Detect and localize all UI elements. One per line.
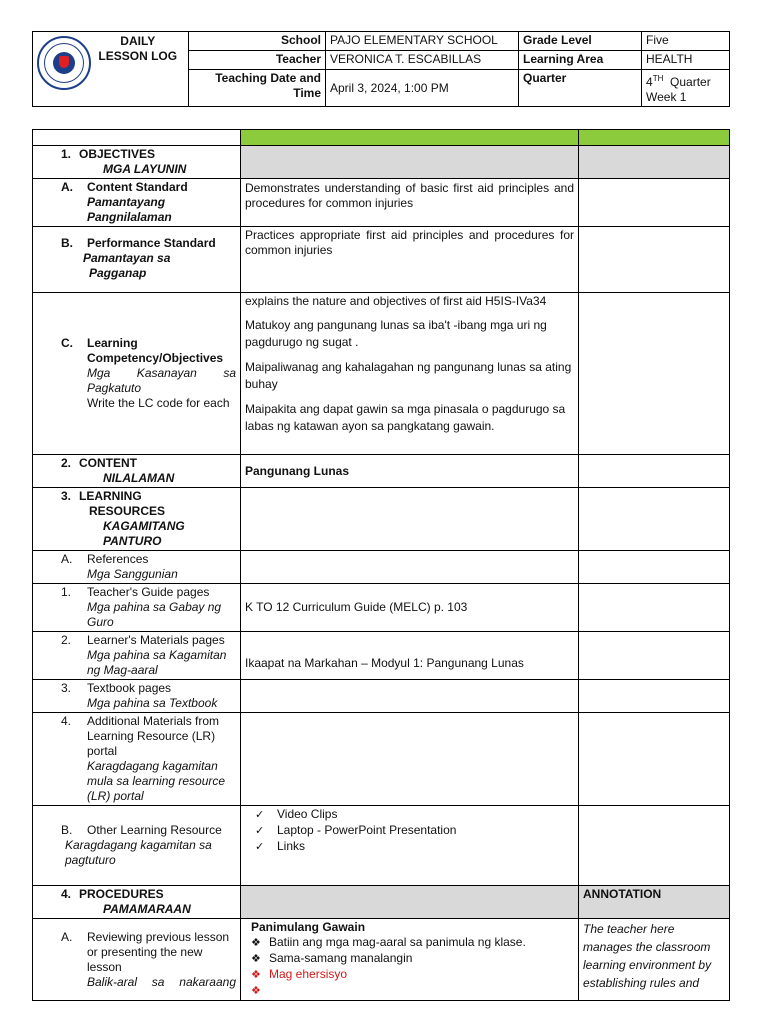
school-label: School [189, 32, 326, 51]
annotation-header: ANNOTATION [579, 886, 730, 919]
diamond-bullet-icon: ❖ [251, 953, 261, 965]
objectives-num: 1. [61, 147, 72, 161]
tb-num: 3. [61, 681, 72, 695]
teacher-value: VERONICA T. ESCABILLAS [326, 51, 519, 70]
week-value: Week 1 [646, 90, 687, 104]
quarter-label: Quarter [519, 70, 642, 107]
tg-sub: Mga pahina sa Gabay ng Guro [87, 600, 222, 629]
cs-annotation [579, 179, 730, 227]
review-annotation: The teacher here manages the classroom learning environment by establishing rules and [579, 919, 730, 1001]
cs-letter: A. [61, 180, 73, 194]
resources-title1: LEARNING [79, 489, 142, 503]
lc-annotation [579, 293, 730, 455]
lc-item: Maipakita ang dapat gawin sa mga pinasala o pagdurugo sa labas ng katawan ayon sa pangkatang gawain. [245, 402, 566, 433]
review-letter: A. [61, 929, 73, 944]
tb-annotation [579, 680, 730, 713]
date-label [189, 70, 326, 107]
ref-letter: A. [61, 552, 73, 566]
deped-seal-logo [37, 36, 91, 90]
ps-title: Performance Standard [87, 236, 216, 250]
header-table [32, 31, 730, 107]
checklist-item: ✓ Video Clips [245, 807, 574, 823]
ref-title: References [87, 552, 149, 566]
lesson-log-title [88, 32, 189, 107]
bullet-text: Batiin ang mga mag-aaral sa panimula ng klase. [269, 935, 526, 949]
ps-annotation [579, 227, 730, 293]
other-resource-list [241, 806, 579, 886]
cs-title: Content Standard [87, 180, 188, 194]
title-line-1: DAILY [120, 34, 156, 48]
additional-materials-label [33, 713, 241, 806]
resources-heading [33, 488, 241, 551]
lc-letter: C. [61, 336, 73, 350]
tg-title: Teacher's Guide pages [87, 585, 210, 599]
objectives-title: OBJECTIVES [79, 147, 156, 161]
review-label [33, 919, 241, 1001]
bullet-text: Sama-samang manalangin [269, 951, 413, 965]
objectives-gray-cell-2 [579, 146, 730, 179]
lc-sub2: Pagkatuto [87, 381, 142, 395]
lm-pages-value: Ikaapat na Markahan – Modyul 1: Pangunang Lunas [241, 632, 579, 680]
lc-title2: Competency/Objectives [87, 351, 224, 365]
title-line-2: LESSON LOG [98, 49, 178, 63]
lc-item: Matukoy ang pangunang lunas sa iba't -ibang mga uri ng pagdurugo ng sugat . [245, 318, 547, 349]
date-label-line2: Time [293, 86, 321, 100]
content-subtitle: NILALAMAN [103, 471, 175, 485]
performance-standard-label [33, 227, 241, 293]
lm-annotation [579, 632, 730, 680]
other-resource-label [33, 806, 241, 886]
checklist-item: ✓ Laptop - PowerPoint Presentation [245, 823, 574, 839]
resources-annotation [579, 488, 730, 551]
teacher-label: Teacher [189, 51, 326, 70]
procedures-gray-cell [241, 886, 579, 919]
checklist-item: ✓ Links [245, 839, 574, 855]
content-heading [33, 455, 241, 488]
resources-title2: RESOURCES [89, 504, 166, 518]
performance-standard-value: Practices appropriate first aid principles and procedures for common injuries [241, 227, 579, 293]
proc-num: 4. [61, 887, 72, 901]
grade-value: Five [642, 32, 730, 51]
cs-sub1: Pamantayang [87, 195, 166, 209]
review-title: Reviewing previous lesson or presenting the new lesson [87, 929, 230, 974]
lm-title: Learner's Materials pages [87, 633, 225, 647]
quarter-value [642, 70, 730, 107]
olr-letter: B. [61, 823, 73, 837]
procedures-heading [33, 886, 241, 919]
references-label [33, 551, 241, 584]
lc-item: Maipaliwanag ang kahalagahan ng pangunang lunas sa ating buhay [245, 360, 572, 391]
olr-title: Other Learning Resource [87, 823, 222, 837]
lc-note: Write the LC code for each [87, 396, 230, 410]
tg-num: 1. [61, 585, 72, 599]
area-label: Learning Area [519, 51, 642, 70]
lesson-table [32, 129, 730, 1001]
competency-label [33, 293, 241, 455]
logo-cell [33, 32, 88, 107]
date-label-line1: Teaching Date and [215, 71, 321, 85]
quarter-number: 4 [646, 75, 653, 89]
content-value: Pangunang Lunas [241, 455, 579, 488]
olr-sub: Karagdagang kagamitan sa pagtuturo [65, 838, 212, 867]
diamond-bullet-icon: ❖ [251, 969, 261, 981]
am-annotation [579, 713, 730, 806]
proc-subtitle: PAMAMARAAN [103, 902, 191, 916]
lm-sub: Mga pahina sa Kagamitan ng Mag-aaral [87, 648, 227, 677]
proc-title: PROCEDURES [79, 887, 164, 901]
review-activity [241, 919, 579, 1001]
additional-materials-value [241, 713, 579, 806]
ps-sub1: Pamantayan sa [83, 251, 171, 265]
blank-head-cell [33, 130, 241, 146]
resources-value [241, 488, 579, 551]
resources-num: 3. [61, 489, 72, 503]
am-title: Additional Materials from Learning Resource (LR) portal [87, 714, 220, 758]
green-head-cell-2 [579, 130, 730, 146]
school-value: PAJO ELEMENTARY SCHOOL [326, 32, 519, 51]
content-annotation [579, 455, 730, 488]
objectives-subtitle: MGA LAYUNIN [103, 162, 187, 176]
content-num: 2. [61, 456, 72, 470]
diamond-bullet-icon: ❖ [251, 937, 261, 949]
review-sub: Balik-aral sa nakaraang [87, 974, 236, 989]
bullet-text: Mag ehersisyo [269, 967, 348, 981]
diamond-bullet-icon: ❖ [251, 985, 261, 997]
am-sub: Karagdagang kagamitan mula sa learning resource (LR) portal [87, 759, 226, 803]
ps-sub2: Pagganap [89, 266, 147, 280]
cs-sub2: Pangnilalaman [87, 210, 172, 224]
resources-sub2: PANTURO [103, 534, 162, 548]
tb-title: Textbook pages [87, 681, 172, 695]
objectives-heading [33, 146, 241, 179]
lc-title1: Learning [87, 336, 138, 350]
content-title: CONTENT [79, 456, 137, 470]
am-num: 4. [61, 714, 72, 728]
references-annotation [579, 551, 730, 584]
lm-pages-label [33, 632, 241, 680]
resources-sub1: KAGAMITANG [103, 519, 185, 533]
green-head-cell [241, 130, 579, 146]
ps-letter: B. [61, 236, 73, 250]
content-standard-label [33, 179, 241, 227]
tb-pages-value [241, 680, 579, 713]
quarter-word: Quarter [670, 75, 711, 89]
content-standard-value: Demonstrates understanding of basic first aid principles and procedures for common injuries [241, 179, 579, 227]
objectives-gray-cell [241, 146, 579, 179]
quarter-sup: TH [652, 74, 664, 83]
references-value [241, 551, 579, 584]
tb-sub: Mga pahina sa Textbook [87, 696, 218, 710]
tg-pages-label [33, 584, 241, 632]
lc-sub1: Mga Kasanayan sa [87, 366, 236, 380]
tg-pages-value: K TO 12 Curriculum Guide (MELC) p. 103 [241, 584, 579, 632]
tb-pages-label [33, 680, 241, 713]
olr-annotation [579, 806, 730, 886]
lm-num: 2. [61, 633, 72, 647]
grade-label: Grade Level [519, 32, 642, 51]
tg-annotation [579, 584, 730, 632]
date-value: April 3, 2024, 1:00 PM [326, 70, 519, 107]
competency-values [241, 293, 579, 455]
lc-item: explains the nature and objectives of first aid H5IS-IVa34 [245, 294, 547, 308]
area-value: HEALTH [642, 51, 730, 70]
activity-title: Panimulang Gawain [251, 920, 366, 934]
ref-sub: Mga Sanggunian [87, 567, 178, 581]
